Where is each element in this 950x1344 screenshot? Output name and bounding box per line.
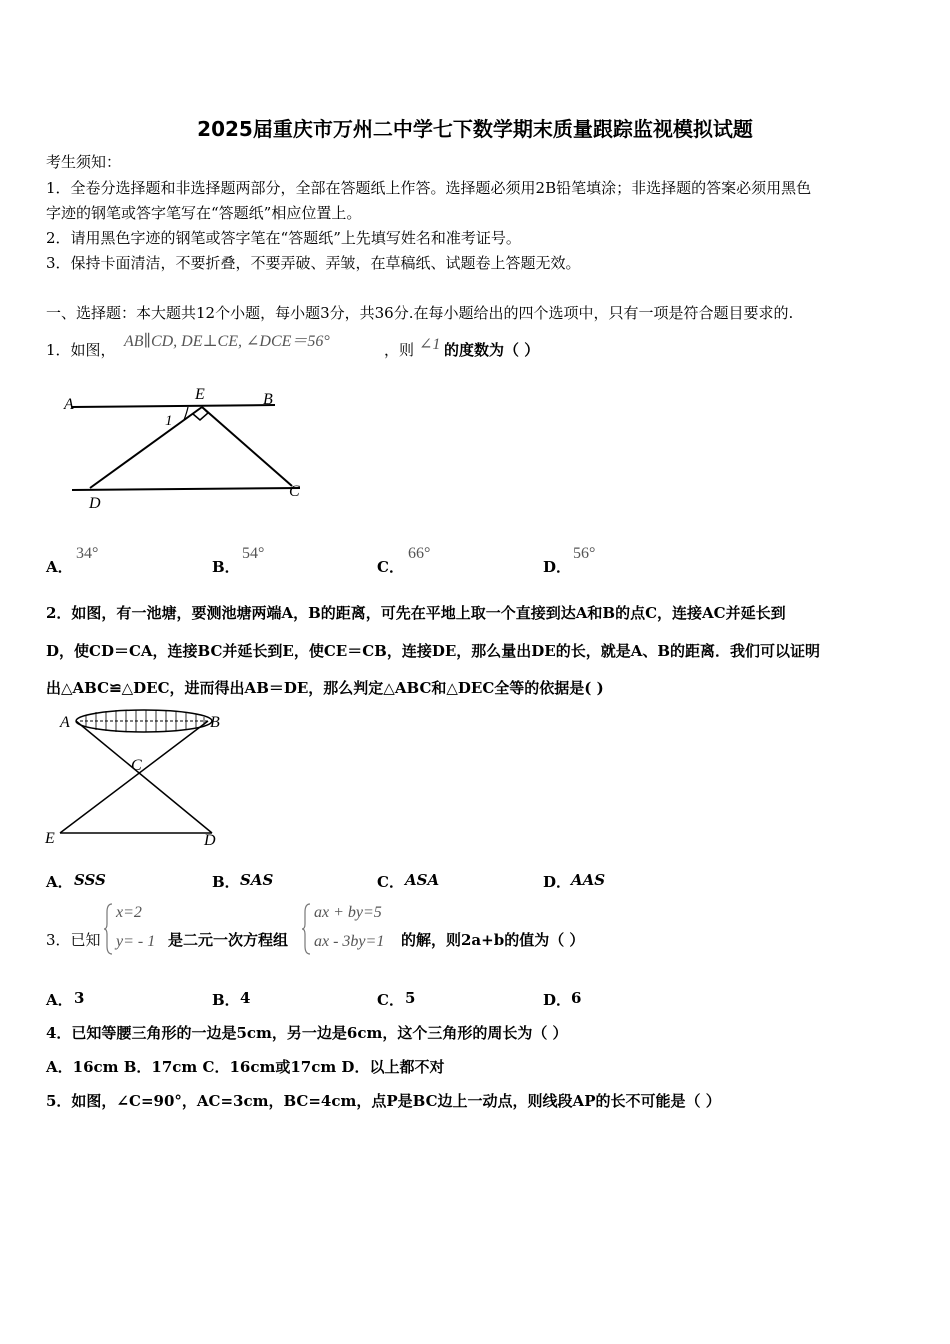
q3-option-c-label: C． — [377, 991, 404, 1009]
q1-label-1: 1 — [165, 413, 173, 429]
q3-system-1-eq1: x=2 — [116, 904, 142, 921]
q3-option-b-label: B． — [212, 991, 240, 1009]
q3-option-d: 6 — [571, 989, 582, 1007]
q2-label-a: A — [60, 714, 70, 731]
q2-line-1: 2．如图，有一池塘，要测池塘两端A，B的距离，可先在平地上取一个直接到达A和B的点C，连接AC并延长到 — [46, 604, 786, 622]
q3-brace-2 — [302, 902, 312, 956]
q1-option-c-label: C． — [377, 558, 404, 576]
q4-options: A．16cm B．17cm C．16cm或17cm D．以上都不对 — [46, 1058, 445, 1076]
q2-option-d-label: D． — [543, 873, 572, 891]
notice-heading: 考生须知： — [46, 153, 122, 171]
q2-figure — [40, 703, 240, 853]
q1-label-e: E — [195, 386, 205, 403]
q2-option-a: SSS — [74, 871, 106, 889]
q1-condition: AB∥CD, DE⊥CE, ∠DCE＝56° — [124, 333, 330, 350]
page-title: 2025届重庆市万州二中学七下数学期末质量跟踪监视模拟试题 — [197, 117, 753, 141]
q2-label-e: E — [45, 830, 55, 847]
q2-label-c: C — [131, 757, 142, 774]
q1-option-b-label: B． — [212, 558, 240, 576]
q3-option-c: 5 — [405, 989, 416, 1007]
q5-question: 5．如图，∠C=90°，AC=3cm，BC=4cm，点P是BC边上一动点，则线段AP的长不可能是（ ） — [46, 1092, 721, 1110]
q2-option-b: SAS — [240, 871, 274, 889]
q2-line-2: D，使CD＝CA，连接BC并延长到E，使CE＝CB，连接DE，那么量出DE的长，就是A、B的距离．我们可以证明 — [46, 642, 821, 660]
q1-question-end: 的度数为（ ） — [444, 341, 540, 359]
q1-angle: ∠1 — [419, 336, 441, 353]
section-heading: 一、选择题：本大题共12个小题，每小题3分，共36分.在每小题给出的四个选项中，只有一项是符合题目要求的. — [46, 304, 794, 322]
q3-option-a-label: A． — [46, 991, 73, 1009]
q3-option-a: 3 — [74, 989, 85, 1007]
q2-label-d: D — [204, 832, 216, 849]
q1-option-c: 66° — [408, 545, 431, 562]
q3-brace-1 — [104, 902, 114, 956]
q3-option-d-label: D． — [543, 991, 572, 1009]
q1-option-a-label: A． — [46, 558, 73, 576]
q2-option-c-label: C． — [377, 873, 404, 891]
q1-number: 1．如图， — [46, 341, 116, 359]
notice-item-3: 3．保持卡面清洁，不要折叠，不要弄破、弄皱，在草稿纸、试题卷上答题无效。 — [46, 254, 581, 272]
q1-option-a: 34° — [76, 545, 99, 562]
notice-item-2: 2．请用黑色字迹的钢笔或答字笔在“答题纸”上先填写姓名和准考证号。 — [46, 229, 521, 247]
q2-option-b-label: B． — [212, 873, 240, 891]
q1-label-a: A — [64, 396, 74, 413]
q1-label-c: C — [289, 483, 300, 500]
q4-question: 4．已知等腰三角形的一边是5cm，另一边是6cm，这个三角形的周长为（ ） — [46, 1024, 568, 1042]
q3-system-2-eq2: ax - 3by=1 — [314, 933, 385, 950]
q1-label-b: B — [263, 391, 273, 408]
q3-option-b: 4 — [240, 989, 251, 1007]
q1-figure — [60, 380, 320, 515]
q2-label-b: B — [210, 714, 220, 731]
q3-mid: 是二元一次方程组 — [168, 931, 289, 949]
q1-option-b: 54° — [242, 545, 265, 562]
q1-mid: ，则 — [384, 341, 415, 359]
q1-label-d: D — [89, 495, 101, 512]
q1-option-d-label: D． — [543, 558, 572, 576]
q1-option-d: 56° — [573, 545, 596, 562]
q3-system-2-eq1: ax + by=5 — [314, 904, 382, 921]
q2-line-3: 出△ABC≌△DEC，进而得出AB＝DE，那么判定△ABC和△DEC全等的依据是( ) — [46, 679, 604, 697]
notice-item-1: 1．全卷分选择题和非选择题两部分，全部在答题纸上作答。选择题必须用2B铅笔填涂；非选择题的答案必须用黑色 — [46, 179, 812, 197]
q2-option-d: AAS — [571, 871, 606, 889]
q3-pre: 3．已知 — [46, 931, 101, 949]
q2-option-c: ASA — [405, 871, 440, 889]
notice-item-1-cont: 字迹的钢笔或答字笔写在“答题纸”相应位置上。 — [46, 204, 362, 222]
q2-option-a-label: A． — [46, 873, 73, 891]
q3-question-end: 的解，则2a+b的值为（ ） — [401, 931, 585, 949]
q3-system-1-eq2: y= - 1 — [116, 933, 156, 950]
